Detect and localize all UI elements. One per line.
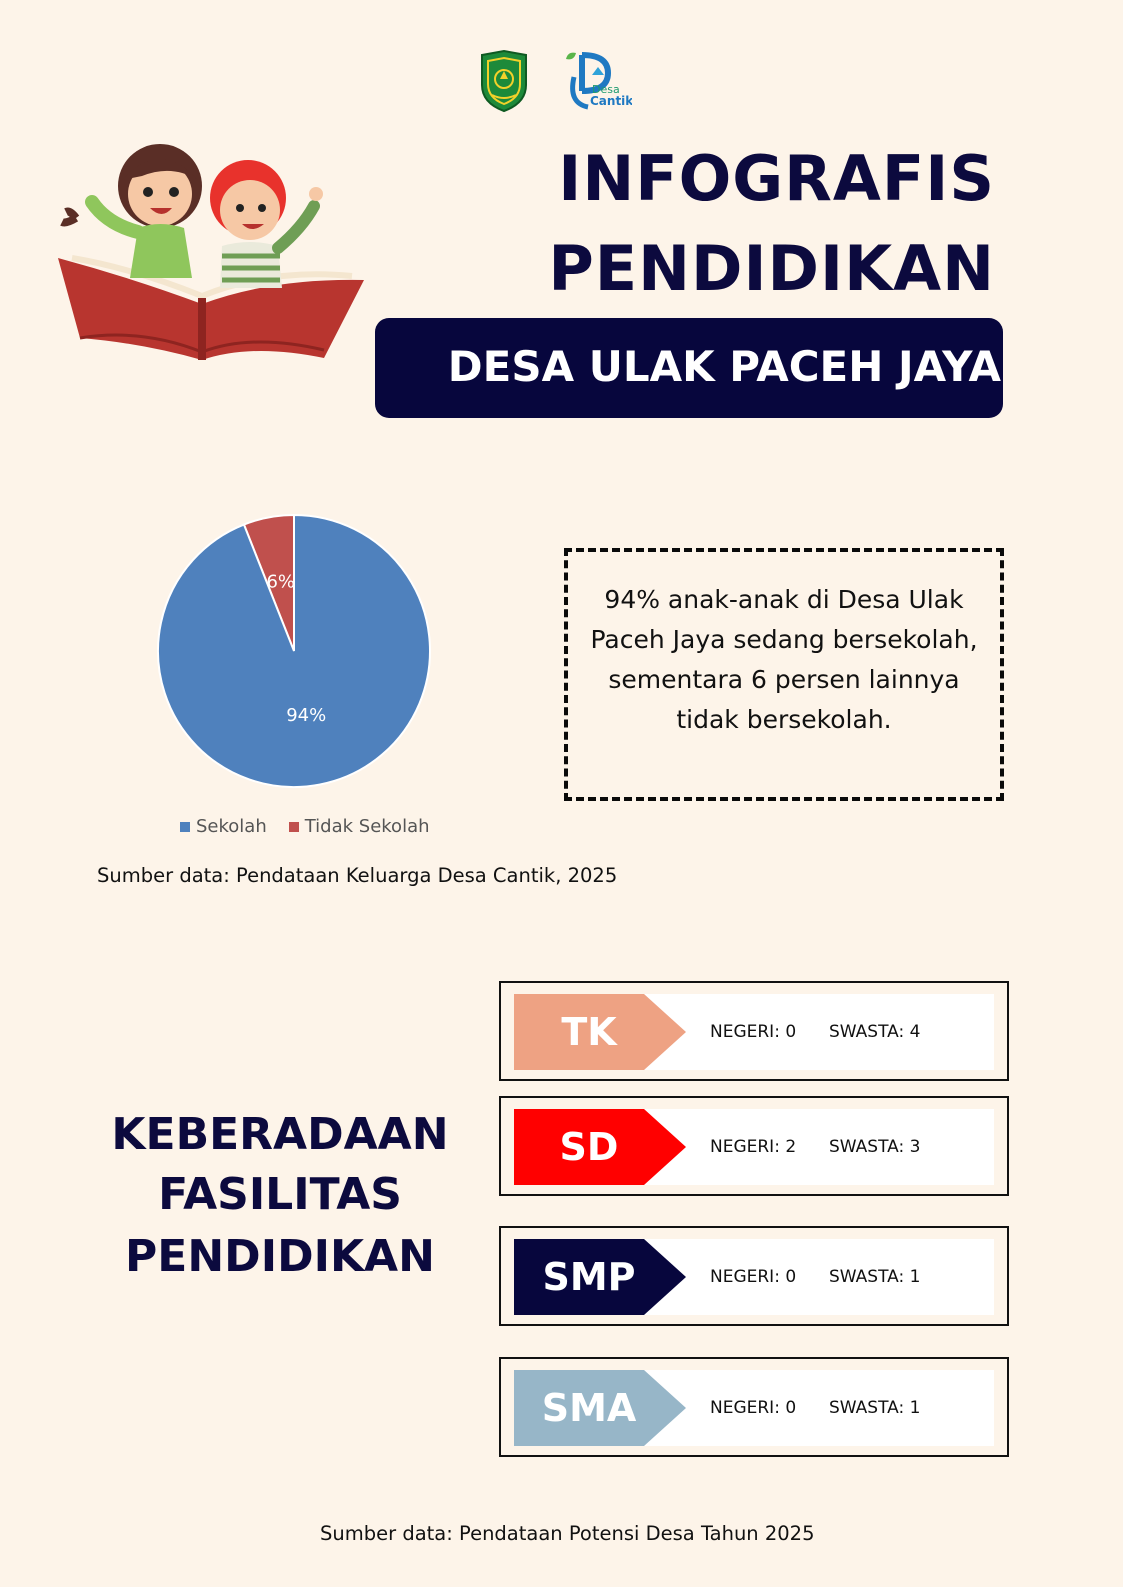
summary-callout-text: 94% anak-anak di Desa Ulak Paceh Jaya sedang bersekolah, sementara 6 persen lainnya tidak bersekolah. (590, 585, 978, 734)
source-note-potensi: Sumber data: Pendataan Potensi Desa Tahun 2025 (320, 1522, 815, 1545)
facility-level-tag (514, 994, 686, 1070)
regency-shield-logo (478, 49, 530, 113)
facility-level-tag (514, 1370, 686, 1446)
facility-level-label: SD (559, 1125, 619, 1169)
facility-card-inner (514, 1239, 994, 1315)
facility-negeri-count: NEGERI: 0 (710, 1022, 797, 1042)
facility-level-label: SMP (542, 1255, 636, 1299)
facility-card-sd (499, 1096, 1009, 1196)
pie-label-sekolah: 94% (286, 705, 327, 727)
facility-swasta-count: SWASTA: 1 (829, 1398, 921, 1418)
kids-on-book-illustration (52, 128, 372, 373)
facility-card-inner (514, 1109, 994, 1185)
source-note-keluarga: Sumber data: Pendataan Keluarga Desa Cantik, 2025 (97, 864, 618, 887)
page-title-line1: INFOGRAFIS (558, 142, 995, 215)
facility-level-label: SMA (541, 1386, 637, 1430)
facility-swasta-count: SWASTA: 4 (829, 1022, 921, 1042)
facility-level-tag (514, 1109, 686, 1185)
logo-desa-text1: Desa (592, 83, 620, 96)
legend-label-sekolah: Sekolah (196, 816, 267, 837)
village-banner (375, 318, 1003, 418)
summary-callout (564, 548, 1004, 801)
facility-card-sma (499, 1357, 1009, 1457)
facility-negeri-count: NEGERI: 0 (710, 1267, 797, 1287)
facility-card-inner (514, 1370, 994, 1446)
facility-swasta-count: SWASTA: 3 (829, 1137, 921, 1157)
facility-negeri-count: NEGERI: 0 (710, 1398, 797, 1418)
pie-slice-sekolah (158, 515, 430, 787)
facility-card-smp (499, 1226, 1009, 1326)
facility-card-inner (514, 994, 994, 1070)
facility-negeri-count: NEGERI: 2 (710, 1137, 797, 1157)
legend-swatch-tidak-sekolah (289, 822, 299, 832)
legend-swatch-sekolah (180, 822, 190, 832)
facilities-heading-line2: FASILITAS (158, 1169, 402, 1220)
logo-desa-text2: Cantik (590, 94, 632, 108)
legend-item-tidak-sekolah (289, 816, 430, 837)
pie-label-tidak-sekolah: 6% (266, 571, 296, 593)
school-status-pie-chart (150, 512, 450, 812)
facility-card-tk (499, 981, 1009, 1081)
village-name: DESA ULAK PACEH JAYA (447, 342, 1001, 391)
desa-cantik-logo (562, 47, 632, 113)
legend-label-tidak-sekolah: Tidak Sekolah (304, 816, 430, 837)
facility-level-label: TK (561, 1010, 617, 1054)
page-title-line2: PENDIDIKAN (548, 232, 995, 305)
facilities-heading-line3: PENDIDIKAN (125, 1231, 435, 1282)
facilities-heading-line1: KEBERADAAN (111, 1109, 449, 1160)
pie-legend (180, 816, 430, 837)
facility-level-tag (514, 1239, 686, 1315)
legend-item-sekolah (180, 816, 267, 837)
facility-swasta-count: SWASTA: 1 (829, 1267, 921, 1287)
